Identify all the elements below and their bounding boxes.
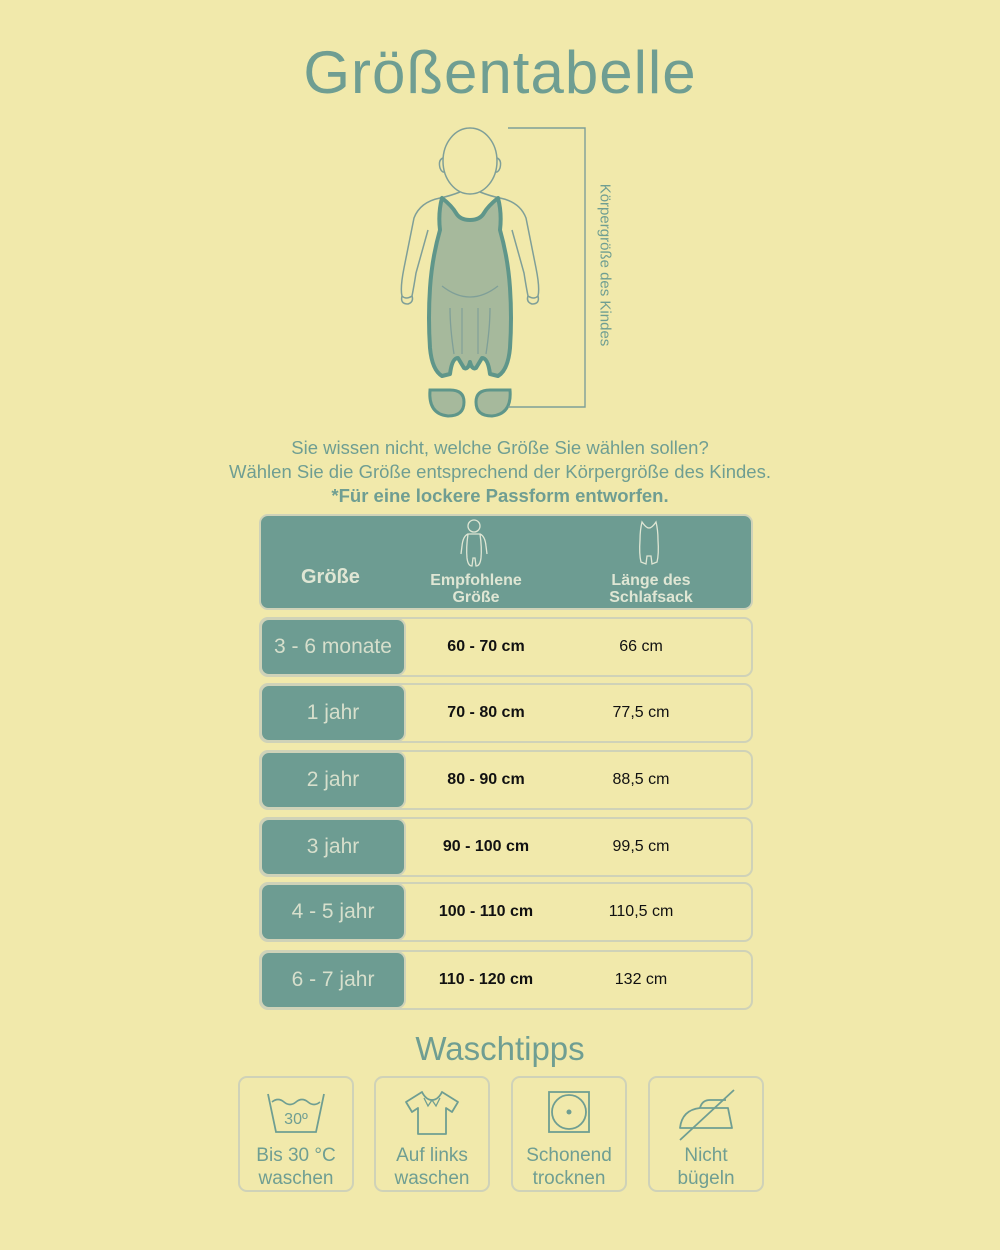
cell-length: 88,5 cm	[612, 771, 670, 788]
wash-30-icon	[266, 1088, 326, 1138]
wash-tip-card	[511, 1076, 627, 1192]
table-row	[259, 950, 753, 1010]
wash-tip-label: Nicht bügeln	[677, 1145, 735, 1189]
cell-length: 66 cm	[619, 638, 663, 655]
cell-length: 77,5 cm	[612, 704, 670, 721]
cell-size: 3 - 6 monate	[260, 618, 406, 676]
body-height-label: Körpergröße des Kindes	[596, 183, 614, 347]
intro-line-2: Wählen Sie die Größe entsprechend der Körpergröße des Kindes.	[229, 461, 771, 482]
intro-note: *Für eine lockere Passform entworfen.	[331, 485, 669, 506]
intro-text	[0, 436, 1000, 508]
table-row	[259, 817, 753, 877]
wash-tip-label: Schonend trocknen	[526, 1145, 612, 1189]
table-row	[259, 683, 753, 743]
no-iron-icon	[676, 1088, 736, 1142]
cell-recommended: 80 - 90 cm	[447, 771, 525, 788]
sleepsack-outline-icon	[634, 520, 664, 568]
cell-length: 110,5 cm	[608, 903, 674, 920]
table-row	[259, 750, 753, 810]
intro-line-1: Sie wissen nicht, welche Größe Sie wählen sollen?	[291, 437, 709, 458]
cell-recommended: 90 - 100 cm	[442, 838, 530, 855]
cell-size: 2 jahr	[260, 751, 406, 809]
page-title: Größentabelle	[303, 39, 697, 106]
baby-outline-icon	[459, 518, 489, 570]
wash-tip-card	[374, 1076, 490, 1192]
cell-size: 3 jahr	[260, 818, 406, 876]
cell-size: 4 - 5 jahr	[260, 883, 406, 941]
header-recommended: Empfohlene Größe	[430, 572, 522, 606]
cell-length: 132 cm	[614, 971, 668, 988]
wash-tip-card	[238, 1076, 354, 1192]
cell-recommended: 110 - 120 cm	[438, 971, 534, 988]
header-size: Größe	[301, 566, 360, 588]
wash-tip-label: Auf links waschen	[394, 1145, 470, 1189]
size-table-header	[259, 514, 753, 610]
header-length: Länge des Schlafsack	[609, 572, 693, 606]
cell-length: 99,5 cm	[612, 838, 670, 855]
cell-recommended: 100 - 110 cm	[438, 903, 534, 920]
wash-tips-title: Waschtipps	[415, 1030, 585, 1067]
tumble-dry-gentle-icon	[539, 1088, 599, 1138]
wash-tip-label: Bis 30 °C waschen	[256, 1145, 336, 1189]
wash-tip-card	[648, 1076, 764, 1192]
inside-out-shirt-icon	[402, 1088, 462, 1138]
wash-temperature: 30º	[284, 1111, 308, 1128]
cell-recommended: 60 - 70 cm	[447, 638, 525, 655]
table-row	[259, 882, 753, 942]
table-row	[259, 617, 753, 677]
cell-recommended: 70 - 80 cm	[447, 704, 525, 721]
cell-size: 1 jahr	[260, 684, 406, 742]
cell-size: 6 - 7 jahr	[260, 951, 406, 1009]
